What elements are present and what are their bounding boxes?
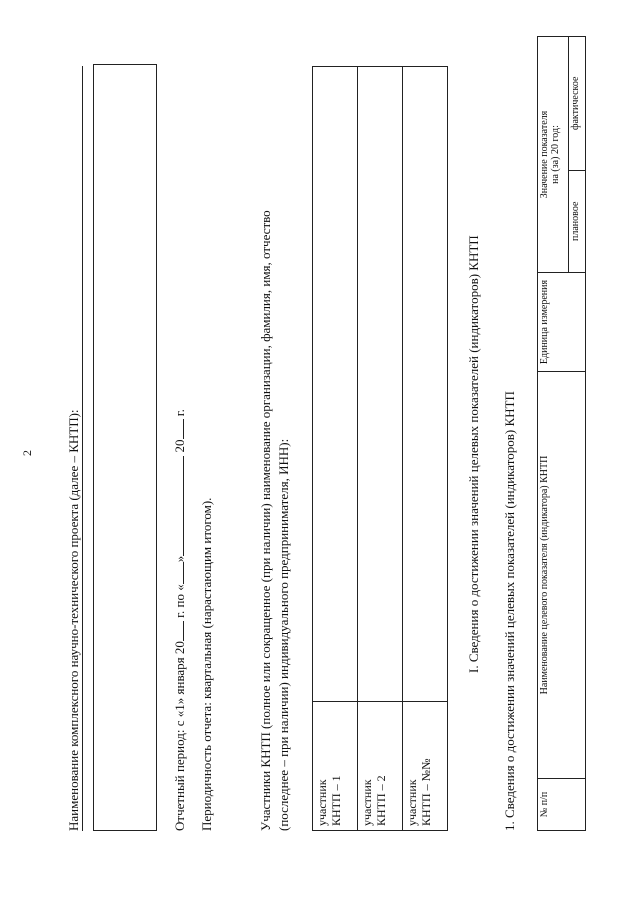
participant-label-line1: участник [360,779,374,826]
page-number: 2 [20,450,34,456]
reporting-period-quote-close: » [172,555,187,563]
year-blank-1[interactable] [183,621,184,641]
participant-value[interactable] [358,67,403,702]
participant-label [313,702,358,831]
participants-table [312,66,448,831]
table-row [403,67,448,831]
section-title: I. Сведения о достижении значений целевых показателей (индикаторов) КНТП [466,235,481,673]
col-value-header [538,37,569,273]
participants-intro-line1: Участники КНТП (полное или сокращенное (при наличии) наименование организации, фамилия, имя, отчество [258,210,273,831]
col-unit-header: Единица измерения [538,273,586,372]
col-number-header: № п/п [538,779,586,831]
participant-label [403,702,448,831]
col-planned-header: плановое [569,170,586,272]
table-row [313,67,358,831]
participant-value[interactable] [403,67,448,702]
participant-label-line1: участник [315,779,329,826]
project-name-underline [82,66,83,831]
participant-value[interactable] [313,67,358,702]
col-value-header-line1: Значение показателя [539,110,550,199]
participants-intro-line2: (последнее – при наличии) индивидуального предпринимателя, ИНН): [276,438,291,831]
col-actual-header: фактическое [569,37,586,171]
indicators-table [537,36,586,831]
participant-label-line1: участник [405,779,419,826]
participant-label-line2: КНТП – №№ [419,758,433,826]
col-name-header: Наименование целевого показателя (индикатора) КНТП [538,372,586,779]
reporting-period-suffix: г. [172,409,187,417]
reporting-period [172,409,188,831]
col-value-header-line2: на (за) 20 год: [550,125,561,184]
project-name-field[interactable] [93,64,157,831]
month-blank[interactable] [183,456,184,556]
participant-label-line2: КНТП – 2 [374,775,388,826]
periodicity: Периодичность отчета: квартальная (нарастающим итогом). [199,497,214,831]
day-blank[interactable] [183,562,184,584]
year-blank-2[interactable] [183,420,184,440]
table-header-row [538,37,569,831]
project-name-label: Наименование комплексного научно-технического проекта (далее – КНТП): [66,409,81,831]
reporting-period-prefix: Отчетный период: с «1» января 20 [172,641,187,831]
table-row [358,67,403,831]
reporting-period-mid: г. по « [172,584,187,618]
subsection-title: 1. Сведения о достижении значений целевых показателей (индикаторов) КНТП [502,391,517,831]
reporting-period-year-prefix: 20 [172,439,187,453]
participant-label-line2: КНТП – 1 [329,775,343,826]
participant-label [358,702,403,831]
